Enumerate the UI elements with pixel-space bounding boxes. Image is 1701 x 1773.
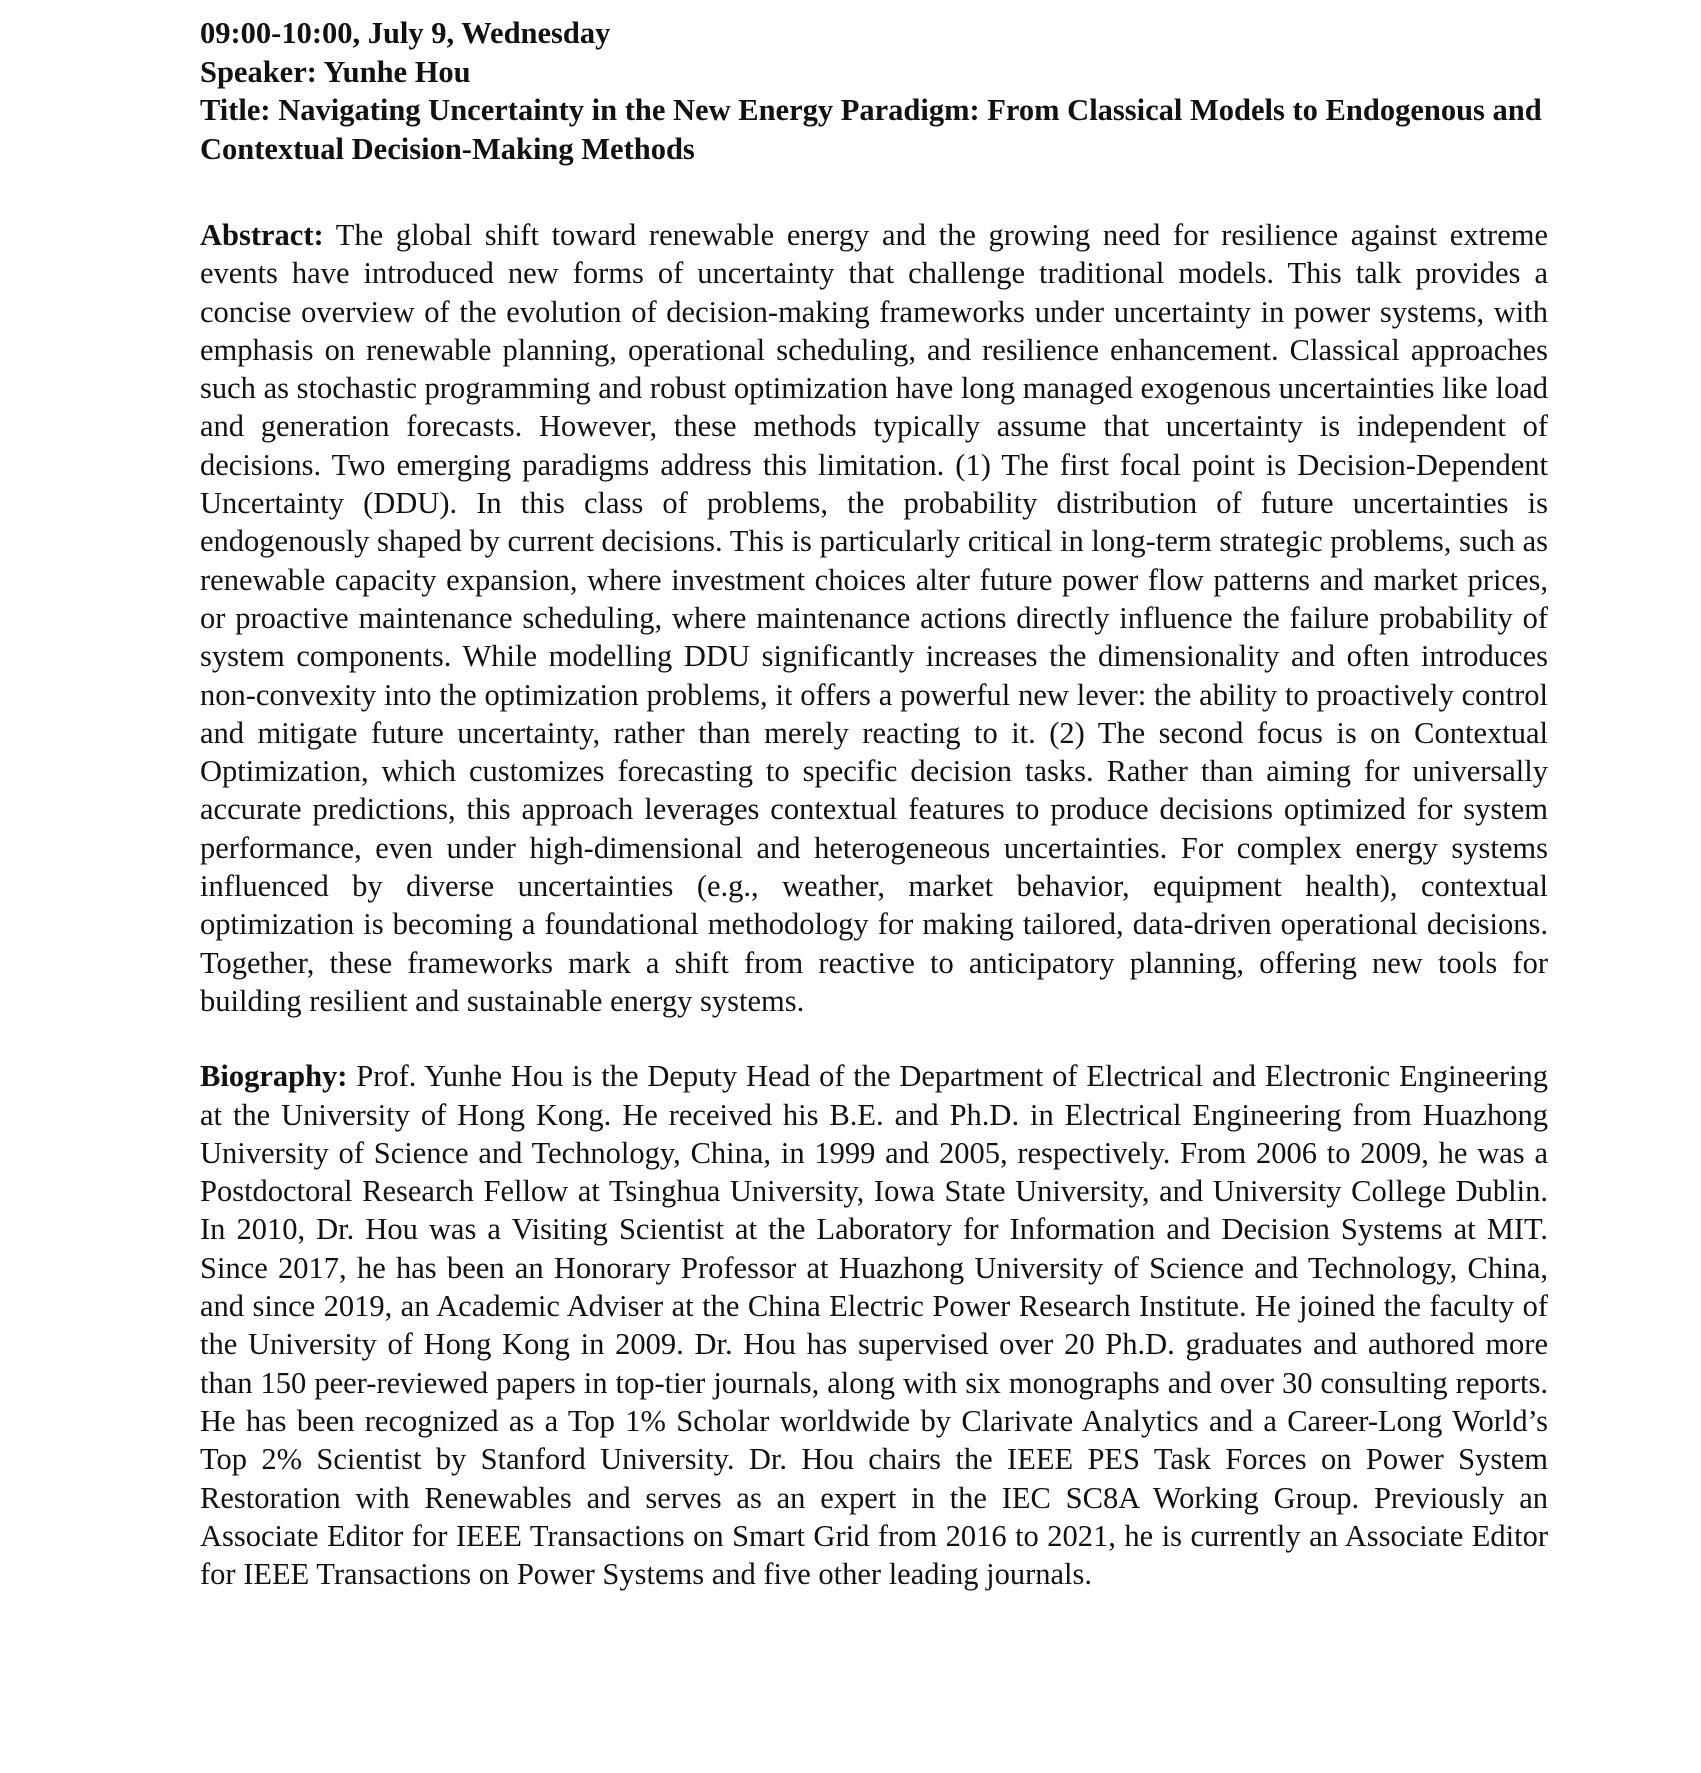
abstract-text: The global shift toward renewable energy and the growing need for resilience against extreme events have introduced new forms of uncertainty that challenge traditional models. This talk provides a concise overview of the evolution of decision-making frameworks under uncertainty in power systems, with emphasis on renewable planning, operational scheduling, and resilience enhancement. Classical approaches such as stochastic programming and robust optimization have long managed exogenous uncertainties like load and generation forecasts. However, these methods typically assume that uncertainty is independent of decisions. Two emerging paradigms address this limitation. (1) The first focal point is Decision-Dependent Uncertainty (DDU). In this class of problems, the probability distribution of future uncertainties is endogenously shaped by current decisions. This is particularly critical in long-term strategic problems, such as renewable capacity expansion, where investment choices alter future power flow patterns and market prices, or proactive maintenance scheduling, where maintenance actions directly influence the failure probability of system components. While modelling DDU significantly increases the dimensionality and often introduces non-convexity into the optimization problems, it offers a powerful new lever: the ability to proactively control and mitigate future uncertainty, rather than merely reacting to it. (2) The second focus is on Contextual Optimization, which customizes forecasting to specific decision tasks. Rather than aiming for universally accurate predictions, this approach leverages contextual features to produce decisions optimized for system performance, even under high-dimensional and heterogeneous uncertainties. For complex energy systems influenced by diverse uncertainties (e.g., weather, market behavior, equipment health), contextual optimization is becoming a foundational methodology for making tailored, data-driven operational decisions. Together, these frameworks mark a shift from reactive to anticipatory planning, offering new tools for building resilient and sustainable energy systems. <box>200 218 1549 1018</box>
abstract-paragraph <box>200 216 1548 1020</box>
biography-label: Biography: <box>200 1059 348 1094</box>
document-page <box>200 14 1548 1593</box>
title-label: Title: <box>200 93 271 127</box>
speaker-name: Yunhe Hou <box>323 54 471 89</box>
title-text: Navigating Uncertainty in the New Energy Paradigm: From Classical Models to Endogenous and Contextual Decision-Making Methods <box>200 93 1542 166</box>
biography-text: Prof. Yunhe Hou is the Deputy Head of the Department of Electrical and Electronic Engineering at the University of Hong Kong. He received his B.E. and Ph.D. in Electrical Engineering from Huazhong University of Science and Technology, China, in 1999 and 2005, respectively. From 2006 to 2009, he was a Postdoctoral Research Fellow at Tsinghua University, Iowa State University, and University College Dublin. In 2010, Dr. Hou was a Visiting Scientist at the Laboratory for Information and Decision Systems at MIT. Since 2017, he has been an Honorary Professor at Huazhong University of Science and Technology, China, and since 2019, an Academic Adviser at the China Electric Power Research Institute. He joined the faculty of the University of Hong Kong in 2009. Dr. Hou has supervised over 20 Ph.D. graduates and authored more than 150 peer-reviewed papers in top-tier journals, along with six monographs and over 30 consulting reports. He has been recognized as a Top 1% Scholar worldwide by Clarivate Analytics and a Career-Long World’s Top 2% Scientist by Stanford University. Dr. Hou chairs the IEEE PES Task Forces on Power System Restoration with Renewables and serves as an expert in the IEC SC8A Working Group. Previously an Associate Editor for IEEE Transactions on Smart Grid from 2016 to 2021, he is currently an Associate Editor for IEEE Transactions on Power Systems and five other leading journals. <box>200 1059 1549 1592</box>
talk-title <box>200 91 1548 168</box>
session-time-text: 09:00-10:00, July 9, Wednesday <box>200 16 611 50</box>
biography-paragraph <box>200 1057 1548 1593</box>
abstract-label: Abstract: <box>200 218 324 252</box>
speaker-label: Speaker: <box>200 54 317 89</box>
speaker-line <box>200 53 1548 92</box>
session-time <box>200 14 1548 53</box>
